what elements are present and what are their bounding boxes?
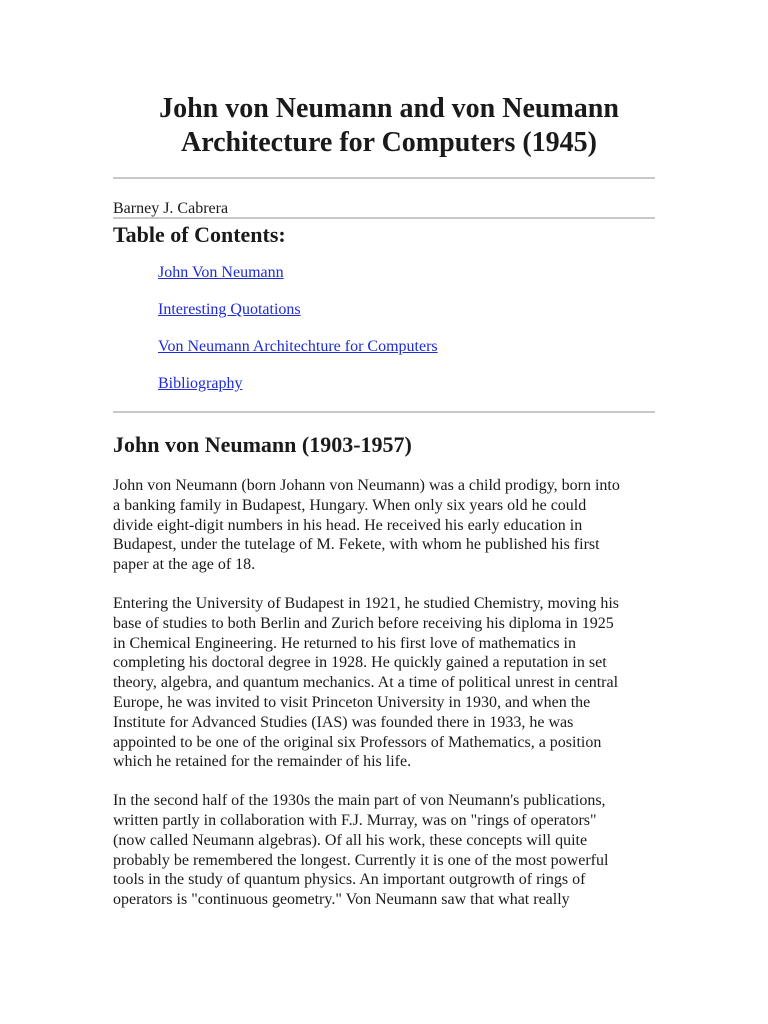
paragraph-line: tools in the study of quantum physics. An important outgrowth of rings of — [113, 871, 586, 889]
paragraph-line: in Chemical Engineering. He returned to his first love of mathematics in — [113, 634, 576, 652]
toc-link-bibliography[interactable]: Bibliography — [158, 375, 243, 392]
table-of-contents — [158, 262, 438, 410]
document-title-line-1: John von Neumann and von Neumann — [159, 93, 619, 124]
paragraph-line: which he retained for the remainder of his life. — [113, 753, 412, 771]
paragraph-line: Europe, he was invited to visit Princeton University in 1930, and when the — [113, 693, 591, 711]
toc-item — [158, 299, 438, 336]
paragraph-line: probably be remembered the longest. Currently it is one of the most powerful — [113, 851, 609, 869]
toc-item — [158, 262, 438, 299]
paragraph-line: (now called Neumann algebras). Of all his work, these concepts will quite — [113, 831, 588, 849]
document-title — [113, 92, 655, 160]
paragraph-line: paper at the age of 18. — [113, 556, 256, 574]
paragraph-line: base of studies to both Berlin and Zurich before receiving his diploma in 1925 — [113, 614, 614, 632]
paragraph-line: Budapest, under the tutelage of M. Fekete, with whom he published his first — [113, 536, 600, 554]
author-name: Barney J. Cabrera — [113, 200, 229, 217]
toc-item — [158, 373, 438, 410]
paragraph-line: operators is "continuous geometry." Von Neumann saw that what really — [113, 891, 570, 909]
horizontal-rule-toc — [113, 411, 655, 413]
paragraph-2 — [113, 594, 658, 772]
paragraph-line: completing his doctoral degree in 1928. He quickly gained a reputation in set — [113, 654, 607, 672]
paragraph-line: theory, algebra, and quantum mechanics. At a time of political unrest in central — [113, 674, 619, 692]
toc-heading: Table of Contents: — [113, 222, 286, 247]
paragraph-line: In the second half of the 1930s the main part of von Neumann's publications, — [113, 792, 606, 810]
toc-link-von-neumann-architecture[interactable]: Von Neumann Architechture for Computers — [158, 338, 438, 355]
toc-link-interesting-quotations[interactable]: Interesting Quotations — [158, 301, 301, 318]
paragraph-line: appointed to be one of the original six Professors of Mathematics, a position — [113, 733, 602, 751]
horizontal-rule-title — [113, 177, 655, 179]
paragraph-line: written partly in collaboration with F.J. Murray, was on "rings of operators" — [113, 811, 597, 829]
paragraph-line: Institute for Advanced Studies (IAS) was founded there in 1933, he was — [113, 713, 574, 731]
paragraph-line: a banking family in Budapest, Hungary. When only six years old he could — [113, 496, 587, 514]
paragraph-3 — [113, 791, 658, 910]
document-title-line-2: Architecture for Computers (1945) — [180, 127, 597, 158]
paragraph-1 — [113, 476, 658, 575]
toc-link-john-von-neumann[interactable]: John Von Neumann — [158, 264, 284, 281]
paragraph-line: Entering the University of Budapest in 1921, he studied Chemistry, moving his — [113, 594, 620, 612]
paragraph-line: John von Neumann (born Johann von Neumann) was a child prodigy, born into — [113, 477, 620, 494]
horizontal-rule-author — [113, 217, 655, 219]
section-body — [113, 476, 658, 929]
paragraph-line: divide eight-digit numbers in his head. He received his early education in — [113, 516, 583, 534]
section-heading: John von Neumann (1903-1957) — [113, 432, 412, 457]
toc-item — [158, 336, 438, 373]
